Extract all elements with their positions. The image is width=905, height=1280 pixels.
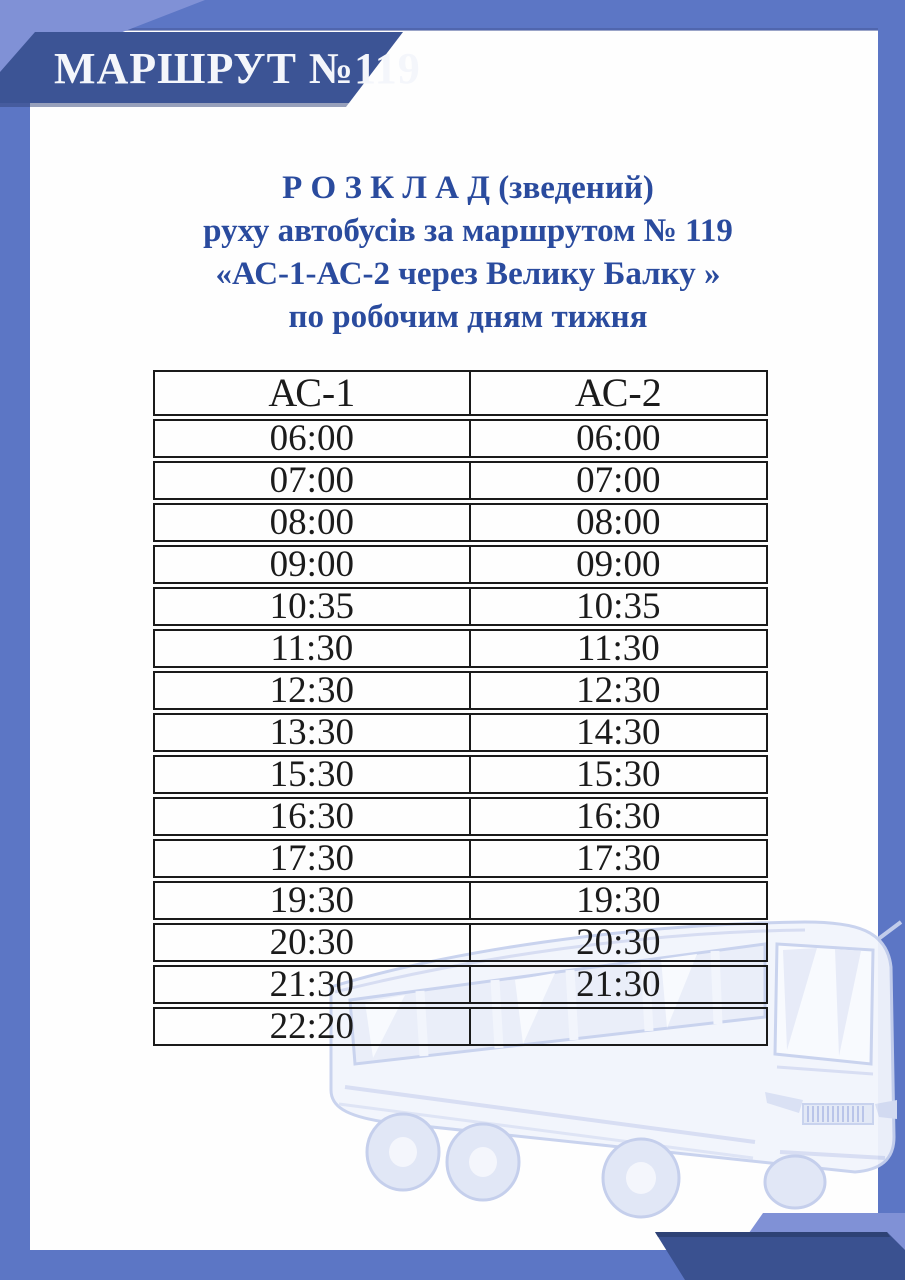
time-cell: 07:00 xyxy=(153,461,470,500)
time-cell: 19:30 xyxy=(153,881,470,920)
time-cell: 10:35 xyxy=(470,587,768,626)
time-cell: 09:00 xyxy=(470,545,768,584)
frame-top-shadow xyxy=(0,28,905,31)
title-line-1: Р О З К Л А Д (зведений) xyxy=(282,170,654,206)
table-row xyxy=(153,1007,768,1046)
timetable xyxy=(153,367,768,1049)
column-header-as1: АС-1 xyxy=(153,370,470,416)
table-row xyxy=(153,713,768,752)
time-cell: 07:00 xyxy=(470,461,768,500)
table-row xyxy=(153,587,768,626)
table-header-row xyxy=(153,370,768,416)
table-row xyxy=(153,881,768,920)
time-cell: 21:30 xyxy=(470,965,768,1004)
time-cell: 11:30 xyxy=(470,629,768,668)
time-cell: 20:30 xyxy=(470,923,768,962)
table-row xyxy=(153,629,768,668)
time-cell: 08:00 xyxy=(470,503,768,542)
table-row xyxy=(153,545,768,584)
title-line-2: руху автобусів за маршрутом № 119 xyxy=(203,213,733,249)
time-cell: 20:30 xyxy=(153,923,470,962)
time-cell: 06:00 xyxy=(470,419,768,458)
time-cell: 14:30 xyxy=(470,713,768,752)
time-cell: 19:30 xyxy=(470,881,768,920)
title-line-3: «АС-1-АС-2 через Велику Балку » xyxy=(215,256,721,292)
time-cell: 13:30 xyxy=(153,713,470,752)
title-line-4: по робочим дням тижня xyxy=(288,299,648,335)
table-row xyxy=(153,671,768,710)
time-cell xyxy=(470,1007,768,1046)
time-cell: 21:30 xyxy=(153,965,470,1004)
corner-navy-bottom-right xyxy=(655,1232,905,1280)
time-cell: 17:30 xyxy=(470,839,768,878)
table-row xyxy=(153,839,768,878)
table-row xyxy=(153,503,768,542)
time-cell: 16:30 xyxy=(470,797,768,836)
time-cell: 12:30 xyxy=(470,671,768,710)
time-cell: 16:30 xyxy=(153,797,470,836)
time-cell: 09:00 xyxy=(153,545,470,584)
time-cell: 11:30 xyxy=(153,629,470,668)
corner-navy-shadow xyxy=(655,1232,890,1237)
time-cell: 08:00 xyxy=(153,503,470,542)
column-header-as2: АС-2 xyxy=(470,370,768,416)
time-cell: 22:20 xyxy=(153,1007,470,1046)
time-cell: 10:35 xyxy=(153,587,470,626)
poster-title xyxy=(30,167,878,339)
table-row xyxy=(153,419,768,458)
time-cell: 17:30 xyxy=(153,839,470,878)
banner-ribbon-shadow xyxy=(0,103,349,107)
table-row xyxy=(153,965,768,1004)
time-cell: 15:30 xyxy=(153,755,470,794)
time-cell: 15:30 xyxy=(470,755,768,794)
table-row xyxy=(153,797,768,836)
schedule-body xyxy=(153,419,768,1046)
table-row xyxy=(153,461,768,500)
frame-left xyxy=(0,0,30,1280)
time-cell: 06:00 xyxy=(153,419,470,458)
time-cell: 12:30 xyxy=(153,671,470,710)
route-banner-label: МАРШРУТ №119 xyxy=(54,44,421,93)
table-row xyxy=(153,755,768,794)
table-row xyxy=(153,923,768,962)
